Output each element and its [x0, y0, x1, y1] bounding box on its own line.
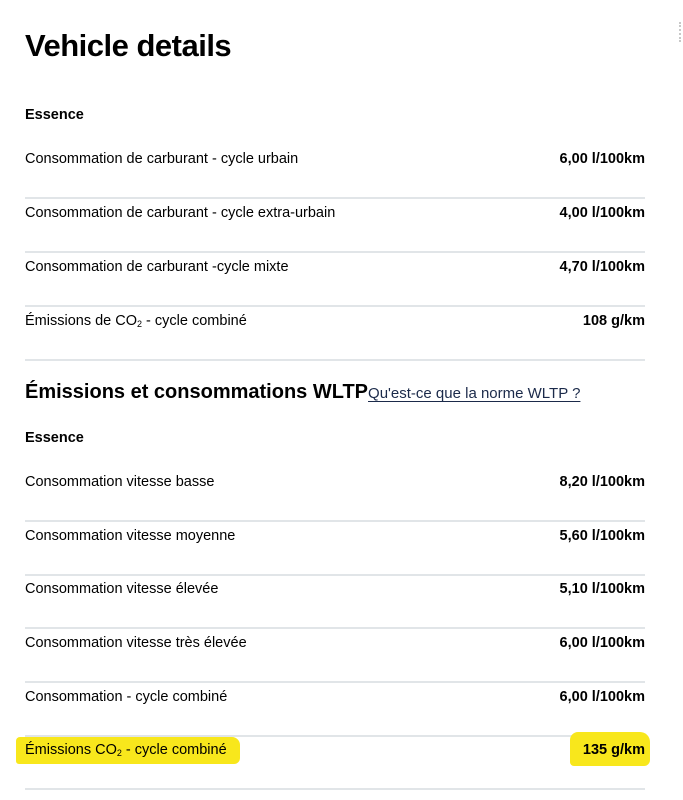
spec-label — [25, 736, 227, 767]
spec-value: 8,20 l/100km — [559, 474, 645, 490]
fuel-type-label: Essence — [25, 430, 84, 446]
spec-label: Consommation - cycle combiné — [25, 689, 228, 705]
spec-value: 135 g/km — [582, 742, 645, 758]
spec-label: Consommation vitesse très élevée — [25, 635, 247, 651]
spec-label: Consommation vitesse basse — [25, 474, 215, 490]
spec-label: Consommation vitesse élevée — [25, 581, 219, 597]
label-text: Émissions CO — [25, 742, 117, 758]
spec-row — [25, 468, 645, 522]
spec-row — [25, 522, 645, 576]
spec-value: 4,70 l/100km — [559, 259, 645, 275]
spec-row — [25, 629, 645, 683]
spec-label: Consommation de carburant - cycle urbain — [25, 151, 299, 167]
spec-row — [25, 145, 645, 199]
spec-value: 108 g/km — [582, 313, 645, 329]
spec-row-co2-highlighted — [25, 736, 645, 790]
label-text: Émissions de CO — [25, 313, 138, 329]
spec-label — [25, 307, 247, 338]
spec-value: 4,00 l/100km — [559, 205, 645, 221]
spec-value: 6,00 l/100km — [559, 151, 645, 167]
spec-row — [25, 199, 645, 253]
spec-row — [25, 253, 645, 307]
subscript: 2 — [137, 319, 143, 329]
subscript: 2 — [116, 748, 122, 758]
spec-value: 6,00 l/100km — [559, 689, 645, 705]
wltp-heading-text: Émissions et consommations WLTP — [25, 381, 369, 403]
fuel-type-label: Essence — [25, 107, 84, 123]
spec-row — [25, 575, 645, 629]
label-text: - cycle combiné — [142, 313, 247, 329]
spec-value: 5,10 l/100km — [559, 581, 645, 597]
label-text: - cycle combiné — [121, 742, 227, 758]
wltp-info-link[interactable]: Qu'est-ce que la norme WLTP ? — [368, 385, 581, 402]
spec-value: 5,60 l/100km — [559, 528, 645, 544]
spec-row-co2 — [25, 307, 645, 361]
spec-label: Consommation de carburant - cycle extra-urbain — [25, 205, 336, 221]
spec-value: 6,00 l/100km — [559, 635, 645, 651]
edge-artifact — [679, 22, 683, 42]
spec-label: Consommation vitesse moyenne — [25, 528, 236, 544]
wltp-heading — [25, 378, 580, 408]
spec-label: Consommation de carburant -cycle mixte — [25, 259, 289, 275]
spec-row — [25, 683, 645, 737]
page-title: Vehicle details — [25, 28, 232, 63]
